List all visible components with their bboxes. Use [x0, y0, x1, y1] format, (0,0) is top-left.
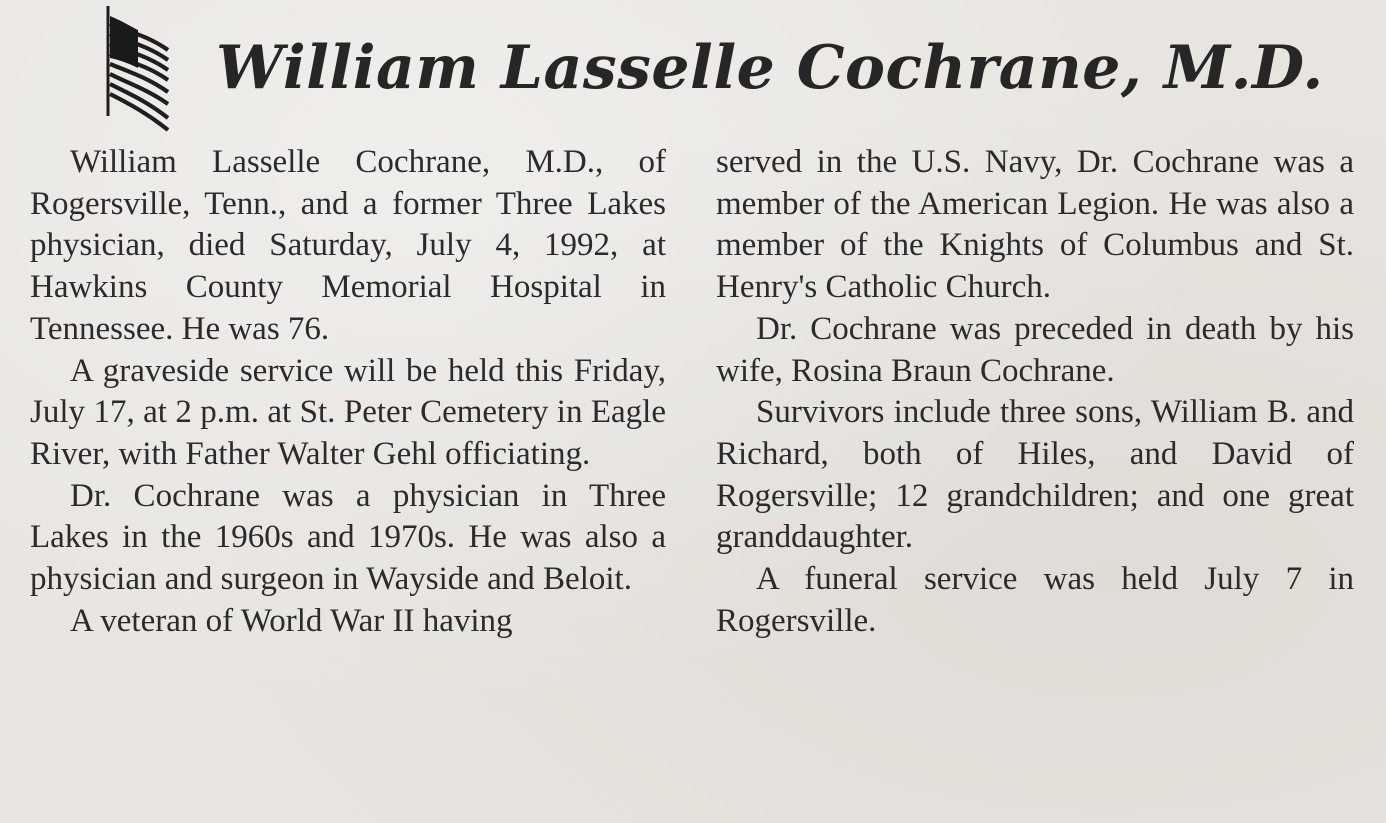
american-flag-icon: [102, 6, 176, 136]
right-column: [716, 142, 1354, 642]
paragraph: A veteran of World War II having: [70, 602, 513, 639]
paragraph: A funeral service was held July 7 in Rogersville.: [716, 561, 1354, 639]
paragraph: Survivors include three sons, William B. and Richard, both of Hiles, and David of Rogersville; 12 grandchildren; and one great granddaughter.: [716, 394, 1354, 556]
left-column: [30, 142, 666, 642]
paragraph: Dr. Cochrane was a physician in Three Lakes in the 1960s and 1970s. He was also a physician and surgeon in Wayside and Beloit.: [30, 477, 666, 598]
paragraph: served in the U.S. Navy, Dr. Cochrane was a member of the American Legion. He was also a member of the Knights of Columbus and St. Henry's Catholic Church.: [716, 144, 1354, 306]
headline: William Lasselle Cochrane, M.D.: [216, 33, 1324, 103]
paragraph: Dr. Cochrane was preceded in death by his wife, Rosina Braun Cochrane.: [716, 310, 1354, 389]
paragraph: William Lasselle Cochrane, M.D., of Rogersville, Tenn., and a former Three Lakes physician, died Saturday, July 4, 1992, at Hawkins County Memorial Hospital in Tennessee. He was 76.: [30, 144, 666, 347]
paragraph: A graveside service will be held this Friday, July 17, at 2 p.m. at St. Peter Cemetery in Eagle River, with Father Walter Gehl officiating.: [30, 352, 666, 472]
